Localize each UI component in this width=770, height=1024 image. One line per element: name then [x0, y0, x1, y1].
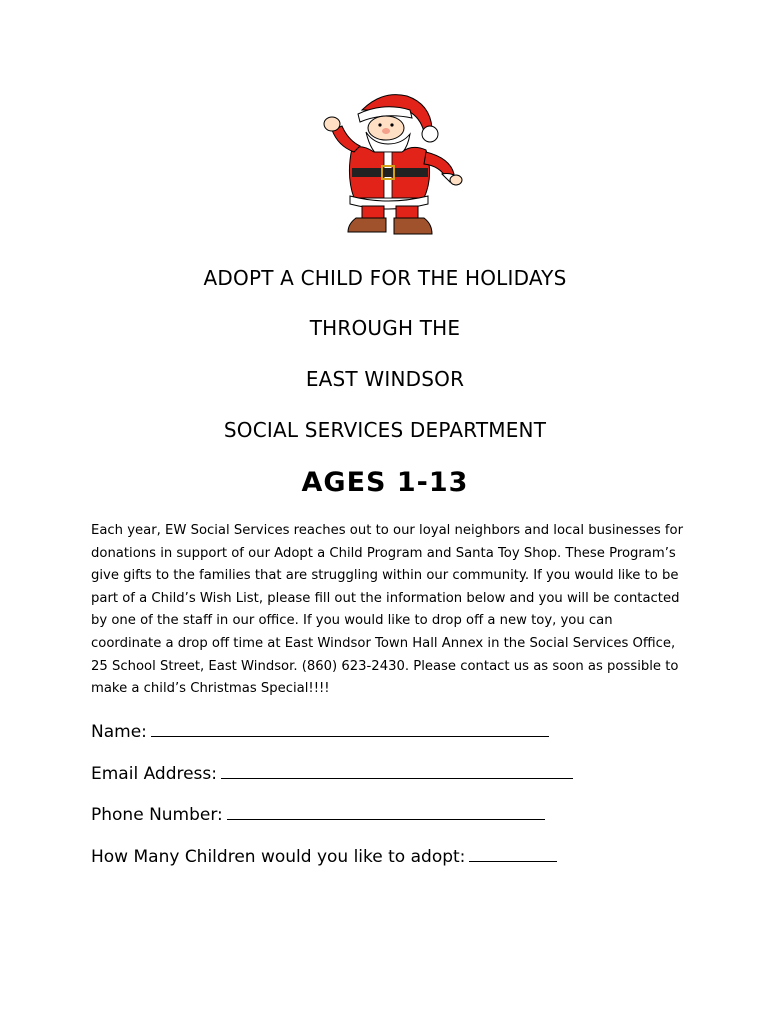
name-field-row — [91, 718, 549, 742]
intro-line: by one of the staff in our office. If you would like to drop off a new toy, you can — [91, 613, 613, 629]
intro-line: 25 School Street, East Windsor. (860) 623-2430. Please contact us as soon as possible to — [91, 658, 679, 674]
email-blank-line[interactable] — [221, 760, 573, 779]
name-label: Name: — [91, 722, 147, 742]
intro-paragraph — [91, 520, 691, 701]
title-line-3: EAST WINDSOR — [305, 367, 465, 391]
title-line-4: SOCIAL SERVICES DEPARTMENT — [223, 418, 547, 442]
email-field-row — [91, 760, 573, 784]
intro-line: give gifts to the families that are struggling within our community. If you would like to be — [91, 568, 679, 584]
intro-line: donations in support of our Adopt a Child Program and Santa Toy Shop. These Program’s — [91, 545, 676, 561]
children-count-blank-line[interactable] — [469, 843, 557, 862]
children-count-row — [91, 843, 557, 867]
children-count-label: How Many Children would you like to adopt: — [91, 847, 466, 867]
phone-blank-line[interactable] — [227, 801, 545, 820]
intro-line: make a child’s Christmas Special!!!! — [91, 681, 330, 697]
title-line-2: THROUGH THE — [309, 316, 461, 340]
name-blank-line[interactable] — [151, 718, 549, 737]
santa-claus-icon — [302, 88, 464, 238]
intro-line: Each year, EW Social Services reaches out to our loyal neighbors and local businesses for — [91, 523, 684, 538]
ages-heading: AGES 1-13 — [301, 467, 469, 498]
phone-field-row — [91, 801, 545, 825]
intro-line: coordinate a drop off time at East Windsor Town Hall Annex in the Social Services Office, — [91, 635, 676, 651]
email-label: Email Address: — [91, 764, 217, 784]
title-line-1: ADOPT A CHILD FOR THE HOLIDAYS — [203, 266, 567, 290]
phone-label: Phone Number: — [91, 805, 223, 825]
intro-line: part of a Child’s Wish List, please fill out the information below and you will be contacted — [91, 590, 680, 606]
